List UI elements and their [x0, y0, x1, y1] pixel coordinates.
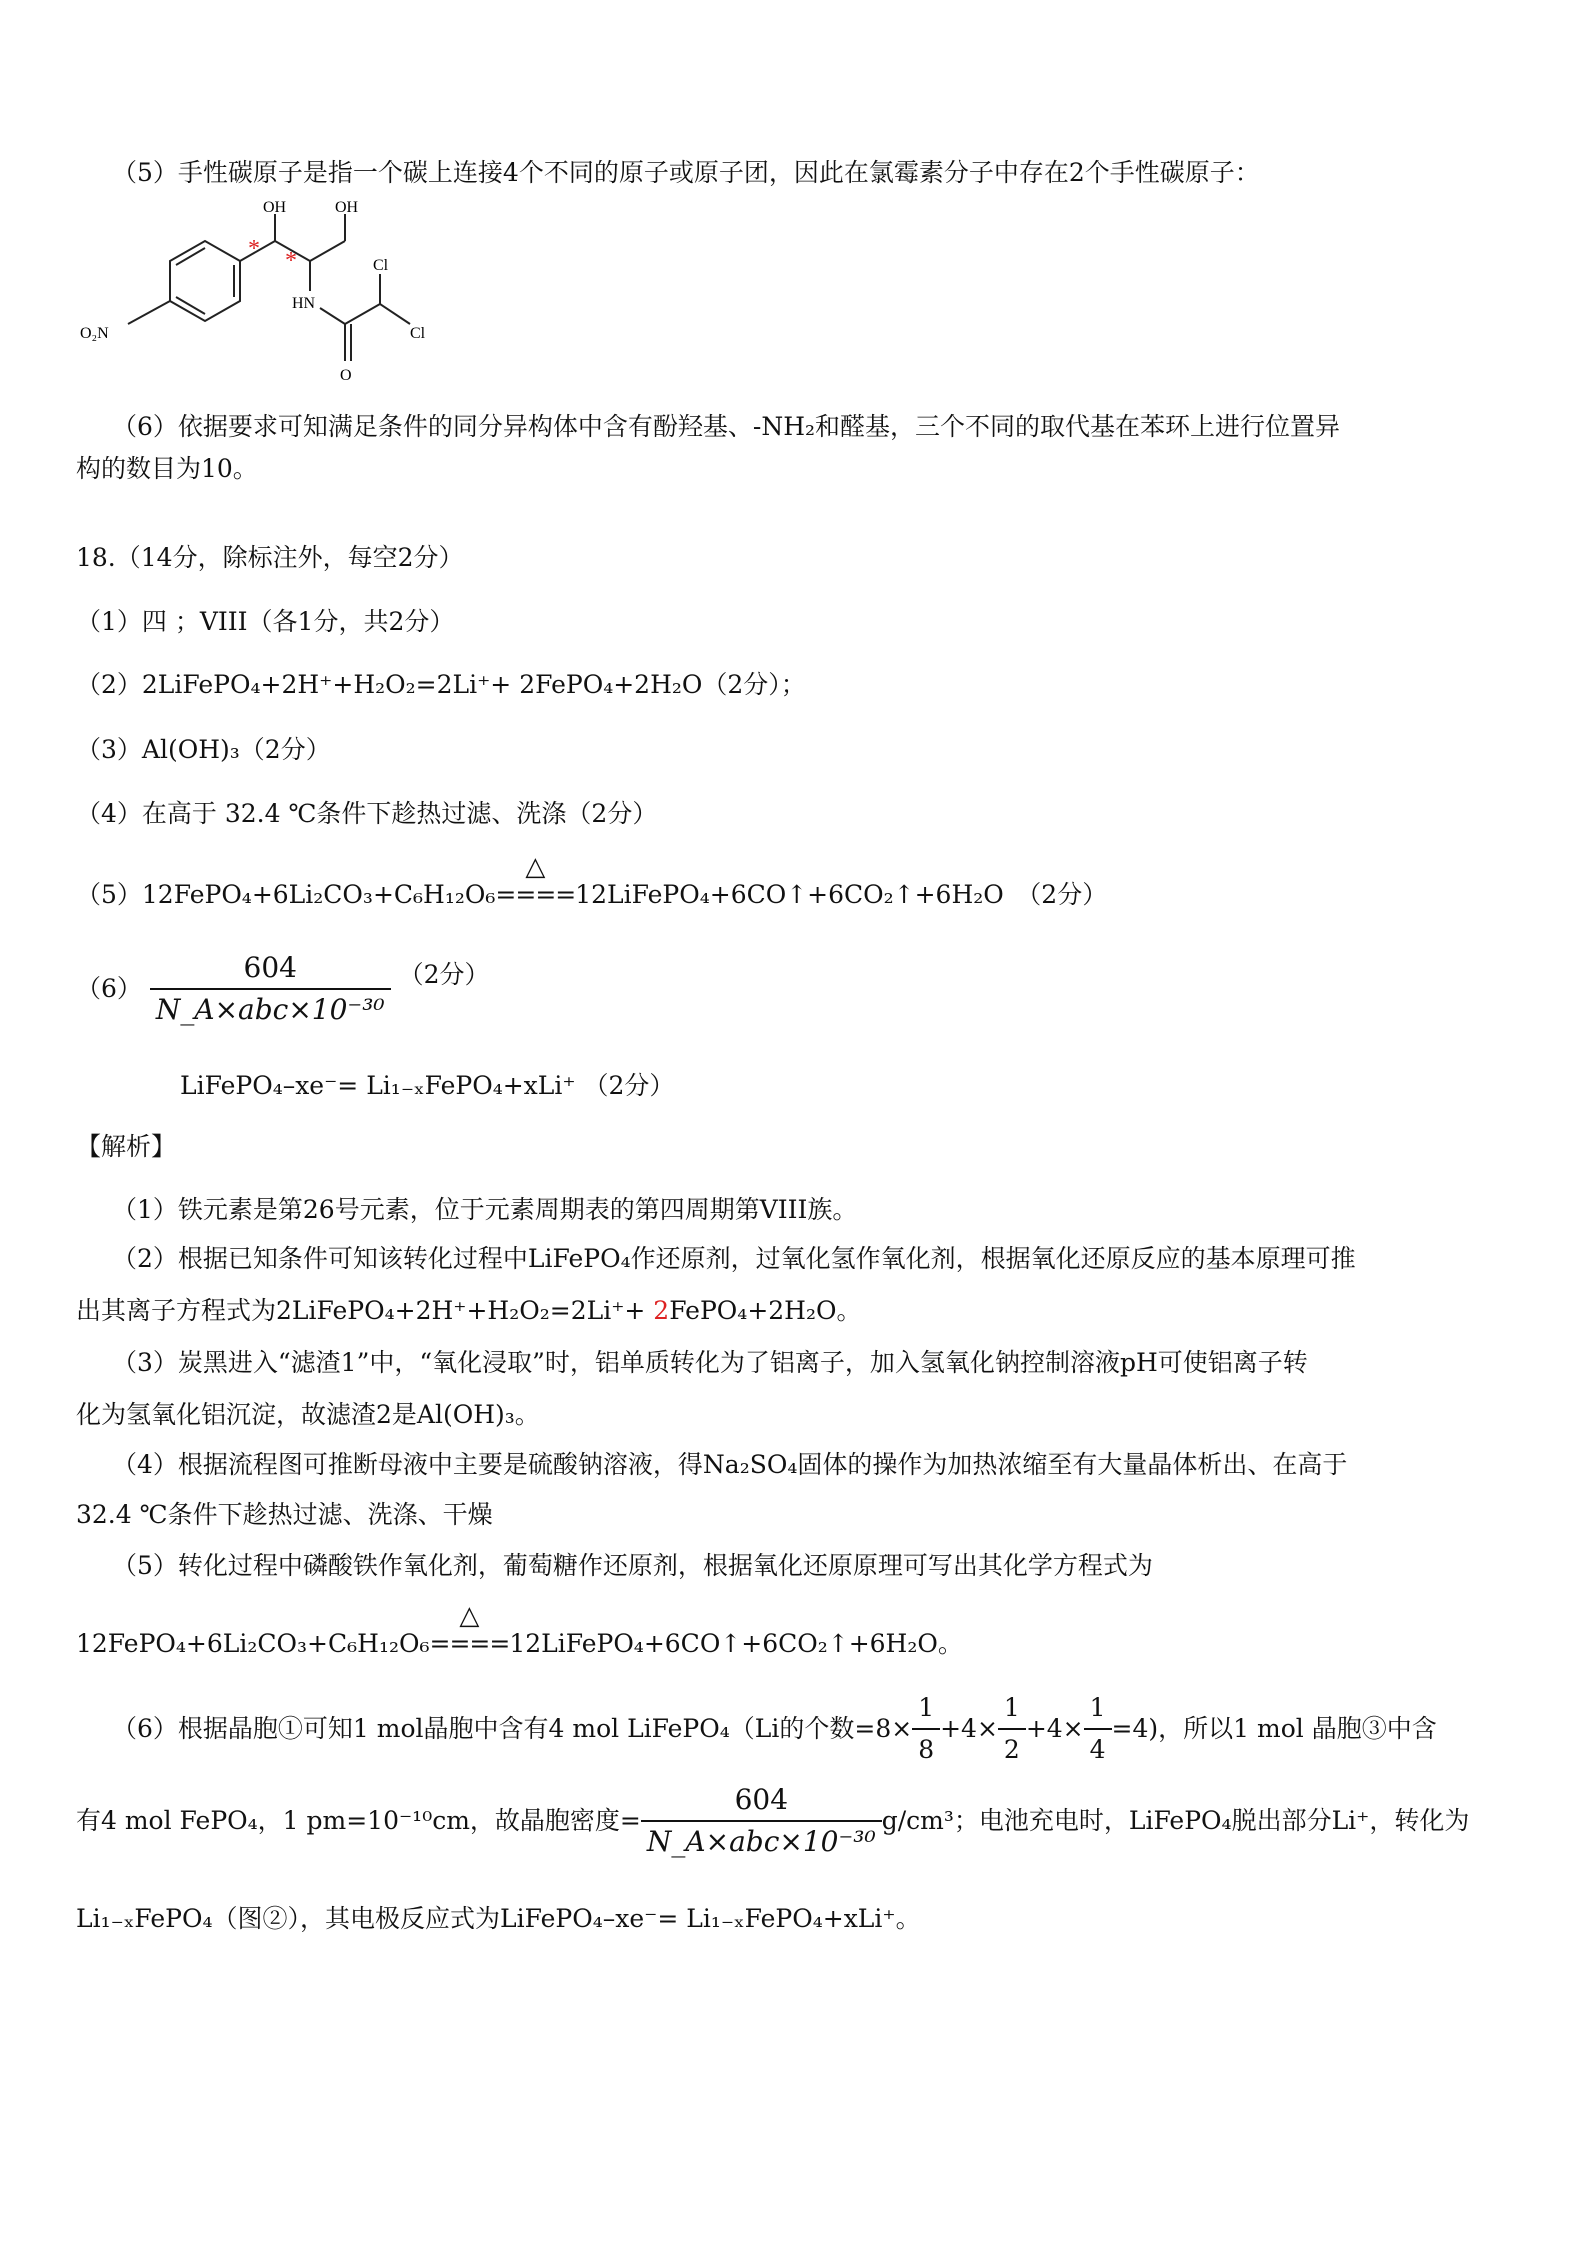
- delta-icon: △: [459, 1601, 480, 1631]
- a6-numerator: 604: [243, 951, 297, 984]
- explain-4-line1: （4）根据流程图可推断母液中主要是硫酸钠溶液，得Na₂SO₄固体的操作为加热浓缩至有大量晶体析出、在高于: [112, 1450, 1348, 1479]
- cl-label-1: Cl: [373, 257, 389, 274]
- chiral-star-2: *: [285, 248, 297, 274]
- a6-fraction: [150, 948, 391, 1030]
- a5-heat-arrow: △ ====: [495, 852, 576, 909]
- explain-1: （1）铁元素是第26号元素，位于元素周期表的第四周期第VIII族。: [112, 1195, 858, 1224]
- a6-label: （6）: [76, 974, 142, 1003]
- a5-products: 12LiFePO₄+6CO↑+6CO₂↑+6H₂O （2分）: [575, 880, 1108, 909]
- density-fraction: $\frac{604}{\text{N\_A×abc×10⁻³⁰}}$: [641, 1780, 882, 1862]
- analysis-title: 【解析】: [76, 1132, 177, 1161]
- explain-3-line1: （3）炭黑进入“滤渣1”中，“氧化浸取”时，铝单质转化为了铝离子，加入氢氧化钠控制溶液pH可使铝离子转: [112, 1348, 1308, 1377]
- explain-6-line2: 有4 mol FePO₄，1 pm=10⁻¹⁰cm，故晶胞密度= $\frac{604}{\text{N\_A×abc×10⁻³⁰}}$ g/cm³；电池充电时，LiFePO₄脱出部分Li⁺，转化为: [76, 1780, 1469, 1862]
- chiral-star-1: *: [248, 236, 260, 262]
- e5-heat-arrow: △ ====: [429, 1601, 510, 1658]
- q17-part6-line1: （6）依据要求可知满足条件的同分异构体中含有酚羟基、-NH₂和醛基，三个不同的取代基在苯环上进行位置异: [112, 412, 1341, 441]
- nh-label: HN: [292, 295, 316, 312]
- chloramphenicol-structure: [70, 196, 450, 402]
- q18-answer-2: （2）2LiFePO₄+2H⁺+H₂O₂=2Li⁺+ 2FePO₄+2H₂O（2分）；: [76, 670, 806, 699]
- q17-part5-text: （5）手性碳原子是指一个碳上连接4个不同的原子或原子团，因此在氯霉素分子中存在2个手性碳原子：: [112, 158, 1260, 187]
- a6-score: （2分）: [398, 960, 490, 989]
- q18-answer-3: （3）Al(OH)₃（2分）: [76, 735, 331, 764]
- q17-part6-line2: 构的数目为10。: [76, 454, 258, 483]
- q18-answer-1: （1）四 ；VIII（各1分，共2分）: [76, 607, 455, 636]
- delta-icon: △: [525, 852, 546, 882]
- explain-2-line2: 出其离子方程式为2LiFePO₄+2H⁺+H₂O₂=2Li⁺+ 2FePO₄+2H₂O。: [76, 1296, 862, 1325]
- explain-4-line2: 32.4 ℃条件下趁热过滤、洗涤、干燥: [76, 1500, 493, 1529]
- a6-denominator: N_A×abc×10⁻³⁰: [155, 993, 385, 1026]
- explain-3-line2: 化为氢氧化铝沉淀，故滤渣2是Al(OH)₃。: [76, 1400, 540, 1429]
- fraction-1-2: $\frac{1}{2}$: [998, 1688, 1026, 1770]
- explain-6-line3: Li₁₋ₓFePO₄（图②），其电极反应式为LiFePO₄–xe⁻= Li₁₋ₓFePO₄+xLi⁺。: [76, 1904, 921, 1933]
- explain-5-line1: （5）转化过程中磷酸铁作氧化剂，葡萄糖作还原剂，根据氧化还原原理可写出其化学方程式为: [112, 1551, 1153, 1580]
- red-highlight: 2: [653, 1296, 670, 1325]
- fraction-1-4: $\frac{1}{4}$: [1084, 1688, 1112, 1770]
- o-label: O: [340, 367, 352, 384]
- explain-2-line1: （2）根据已知条件可知该转化过程中LiFePO₄作还原剂，过氧化氢作氧化剂，根据氧化还原反应的基本原理可推: [112, 1244, 1356, 1273]
- a5-reactants: （5）12FePO₄+6Li₂CO₃+C₆H₁₂O₆: [76, 880, 496, 909]
- no2-label: O₂N: [80, 325, 109, 342]
- oh-label-2: OH: [335, 199, 359, 216]
- cl-label-2: Cl: [410, 325, 426, 342]
- q18-answer-5: [76, 852, 1108, 912]
- explain-5-equation: 12FePO₄+6Li₂CO₃+C₆H₁₂O₆ △ ====12LiFePO₄+6CO↑+6CO₂↑+6H₂O。: [76, 1627, 963, 1661]
- oh-label-1: OH: [263, 199, 287, 216]
- fraction-1-8: $\frac{1}{8}$: [912, 1688, 940, 1770]
- q18-answer-6-equation: LiFePO₄–xe⁻= Li₁₋ₓFePO₄+xLi⁺ （2分）: [180, 1071, 675, 1100]
- explain-6-line1: （6）根据晶胞①可知1 mol晶胞中含有4 mol LiFePO₄（Li的个数=8× $\frac{1}{8}$ +4× $\frac{1}{2}$ +4× $\frac{1}{4}$ =4)，所以1 mol 晶胞③中含: [112, 1688, 1437, 1770]
- q18-answer-4: （4）在高于 32.4 ℃条件下趁热过滤、洗涤（2分）: [76, 799, 658, 828]
- q18-answer-6: [76, 948, 490, 1030]
- q18-header: 18.（14分，除标注外，每空2分）: [76, 543, 464, 572]
